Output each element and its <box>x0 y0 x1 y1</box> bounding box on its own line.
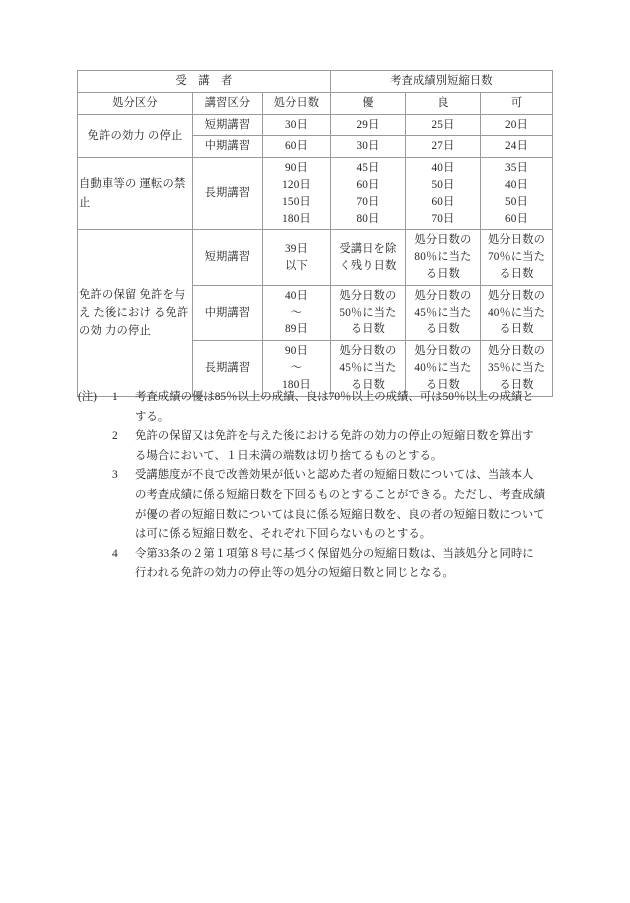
good-value: 40日 <box>431 162 455 175</box>
fair-value: 処分日数の <box>488 289 545 302</box>
category-line: 免許を与え <box>79 288 186 319</box>
category-license-reservation <box>78 230 193 396</box>
category-license-suspension <box>78 114 193 158</box>
good-value: 50日 <box>431 178 455 191</box>
header-grade-good: 良 <box>406 92 481 114</box>
days-value: 120日 <box>282 178 311 191</box>
excellent-value: 29日 <box>331 114 406 136</box>
days-value-group <box>263 285 331 340</box>
days-value: 150日 <box>282 195 311 208</box>
category-line: 免許の保留 <box>79 288 137 301</box>
good-value: る日数 <box>425 378 461 391</box>
fair-value: 処分日数の <box>488 234 545 247</box>
excellent-value: 50％に当た <box>339 306 397 319</box>
note-number: 4 <box>112 547 118 560</box>
table-header-sub-row <box>78 92 553 114</box>
category-line: た後におけ <box>93 306 152 319</box>
table-row <box>78 230 553 285</box>
good-value: 60日 <box>431 195 455 208</box>
good-value: 27日 <box>406 136 481 158</box>
fair-value: 60日 <box>505 212 528 225</box>
good-value: 70日 <box>431 212 455 225</box>
note-number: 2 <box>112 430 118 443</box>
excellent-value: 処分日数の <box>339 289 397 302</box>
excellent-value: る日数 <box>350 378 386 391</box>
course-short-term: 短期講習 <box>193 114 263 136</box>
note-number: 1 <box>112 391 118 403</box>
category-line: の停止 <box>148 129 183 142</box>
excellent-value: 30日 <box>331 136 406 158</box>
header-grade-fair: 可 <box>481 92 553 114</box>
note-text <box>135 466 568 544</box>
good-value: 80％に当た <box>414 251 472 264</box>
days-value-group <box>263 158 331 230</box>
category-line: 運転の禁止 <box>79 178 186 209</box>
excellent-value: 70日 <box>356 195 380 208</box>
table-row <box>78 114 553 136</box>
note-item <box>78 545 568 584</box>
note-text <box>135 545 568 584</box>
category-line: 免許の効力 <box>87 129 145 142</box>
table-row <box>78 158 553 230</box>
days-range-separator: ～ <box>290 306 303 319</box>
excellent-value: 処分日数の <box>339 345 397 358</box>
good-value: る日数 <box>425 323 461 336</box>
course-long-term: 長期講習 <box>193 158 263 230</box>
days-value: 180日 <box>282 212 311 225</box>
good-value: 25日 <box>406 114 481 136</box>
fair-value: 50日 <box>505 195 528 208</box>
note-line: 令第33条の２第１項第８号に基づく保留処分の短縮日数は、当該処分と同時に <box>135 547 534 560</box>
notes-marker: (注) <box>78 391 97 403</box>
fair-value: 70％に当た <box>487 251 546 264</box>
header-disposition-category: 処分区分 <box>78 92 193 114</box>
good-value-group <box>406 230 481 285</box>
good-value: 処分日数の <box>414 345 472 358</box>
fair-value: 20日 <box>481 114 553 136</box>
good-value: る日数 <box>425 267 461 280</box>
days-value: 90日 <box>285 345 308 358</box>
note-line: 免許の保留又は免許を与えた後における免許の効力の停止の短縮日数を算出す <box>135 430 534 443</box>
category-driving-prohibition <box>78 158 193 230</box>
excellent-value: 45％に当た <box>339 361 397 374</box>
fair-value: る日数 <box>499 267 534 280</box>
good-value-group <box>406 285 481 340</box>
header-disposition-days: 処分日数 <box>263 92 331 114</box>
header-participants: 受 講 者 <box>78 71 331 93</box>
note-item <box>78 388 568 427</box>
excellent-value-group <box>331 158 406 230</box>
good-value-group <box>406 158 481 230</box>
fair-value-group <box>481 230 553 285</box>
fair-value: 処分日数の <box>488 345 545 358</box>
course-long-term: 長期講習 <box>193 341 263 396</box>
excellent-value: 60日 <box>356 178 380 191</box>
course-short-term: 短期講習 <box>193 230 263 285</box>
excellent-value: 受講日を除 <box>339 242 397 255</box>
fair-value: 40％に当た <box>487 306 546 319</box>
fair-value: 40日 <box>505 178 528 191</box>
header-shortening-days: 考査成績別短縮日数 <box>331 71 553 93</box>
days-value: 40日 <box>285 289 308 302</box>
note-text <box>135 388 568 427</box>
header-course-category: 講習区分 <box>193 92 263 114</box>
days-value: 30日 <box>263 114 331 136</box>
note-item <box>78 427 568 466</box>
note-number: 3 <box>112 469 118 482</box>
days-value: 90日 <box>285 162 308 175</box>
table-header-top-row <box>78 71 553 93</box>
excellent-value: 80日 <box>356 212 380 225</box>
days-value: 39日 <box>285 242 308 255</box>
course-mid-term: 中期講習 <box>193 285 263 340</box>
good-value: 処分日数の <box>414 289 472 302</box>
fair-value: る日数 <box>499 378 534 391</box>
excellent-value-group <box>331 285 406 340</box>
category-line: 自動車等の <box>79 178 137 191</box>
note-line: 受講態度が不良で改善効果が低いと認めた者の短縮日数については、当該本人 <box>135 469 534 482</box>
good-value: 40％に当た <box>414 361 472 374</box>
days-value: 89日 <box>285 323 308 336</box>
fair-value: る日数 <box>499 323 534 336</box>
fair-value-group <box>481 285 553 340</box>
days-value: 以下 <box>285 259 308 272</box>
note-text <box>135 427 568 466</box>
note-line: の考査成績に係る短縮日数を下回るものとすることができる。ただし、考査成績 <box>135 489 546 502</box>
excellent-value: る日数 <box>350 323 386 336</box>
good-value: 45％に当た <box>414 306 472 319</box>
note-line: る場合において、１日未満の端数は切り捨てるものとする。 <box>135 449 443 462</box>
excellent-value: く残り日数 <box>339 259 397 272</box>
fair-value: 24日 <box>481 136 553 158</box>
shortening-days-table <box>77 70 553 397</box>
note-line: 考査成績の優は85％以上の成績、良は70％以上の成績、可は50％以上の成績と <box>135 391 534 403</box>
note-line: は可に係る短縮日数を、それぞれ下回らないものとする。 <box>135 528 432 541</box>
fair-value: 35日 <box>505 162 528 175</box>
category-line: 力の停止 <box>105 325 152 338</box>
fair-value: 35％に当た <box>487 361 546 374</box>
excellent-value-group <box>331 230 406 285</box>
header-grade-excellent: 優 <box>331 92 406 114</box>
note-line: する。 <box>135 410 170 423</box>
excellent-value: 45日 <box>356 162 380 175</box>
good-value: 処分日数の <box>414 234 472 247</box>
days-value: 180日 <box>282 378 311 391</box>
category-line: る免許の効 <box>79 306 189 338</box>
days-range-separator: ～ <box>290 361 303 374</box>
course-mid-term: 中期講習 <box>193 136 263 158</box>
days-value: 60日 <box>263 136 331 158</box>
note-line: 行われる免許の効力の停止等の処分の短縮日数と同じとなる。 <box>135 567 454 580</box>
note-item <box>78 466 568 544</box>
days-value-group <box>263 230 331 285</box>
fair-value-group <box>481 158 553 230</box>
notes-section <box>78 388 568 584</box>
note-line: が優の者の短縮日数については良に係る短縮日数を、良の者の短縮日数について <box>135 508 545 521</box>
